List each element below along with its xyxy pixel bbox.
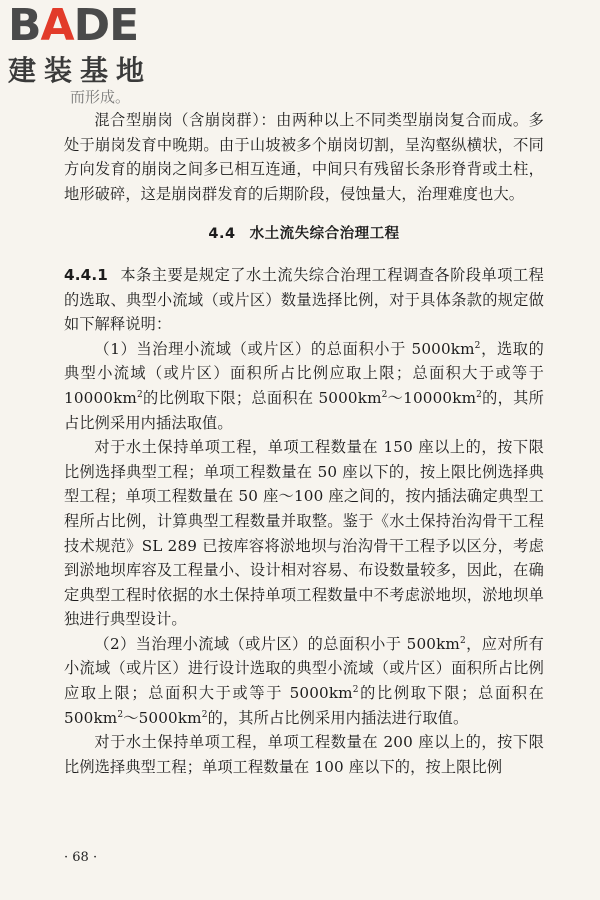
paragraph-item-1: （1）当治理小流域（或片区）的总面积小于 $5000km^2$，选取的典型小流域（或片区）面积所占比例应取上限；总面积大于或等于 $10000km^2$的比例取下限；总面积在 $5000km^2\sim 10000km^2$的，其所占比例采用内插法取值。 bbox=[64, 339, 544, 432]
paragraph-single-projects-2: 对于水土保持单项工程，单项工程数量在 200 座以上的，按下限比例选择典型工程；单项工程数量在 100 座以下的，按上限比例 bbox=[64, 733, 544, 776]
logo-subtitle: 建装基地 bbox=[8, 54, 153, 87]
bade-watermark-logo bbox=[8, 0, 183, 96]
section-title: 水土流失综合治理工程 bbox=[249, 226, 400, 243]
paragraph-mixed-gully: 混合型崩岗（含崩岗群）：由两种以上不同类型崩岗复合而成。多处于崩岗发育中晚期。由于山坡被多个崩岗切割，呈沟壑纵横状，不同方向发育的崩岗之间多已相互连通，中间只有残留长条形脊背或土柱，地形破碎，这是崩岗群发育的后期阶段，侵蚀量大，治理难度也大。 bbox=[64, 111, 544, 203]
section-heading bbox=[64, 222, 544, 247]
body-text bbox=[64, 108, 544, 779]
previous-page-fragment: 而形成。 bbox=[70, 88, 131, 106]
paragraph-single-projects-1: 对于水土保持单项工程，单项工程数量在 150 座以上的，按下限比例选择典型工程；单项工程数量在 50 座以下的，按上限比例选择典型工程；单项工程数量在 50 座～100 座之间的，按内插法确定典型工程所占比例，计算典型工程数量并取整。鉴于《水土保持治沟骨干工程技术规范》SL 289 已按库容将淤地坝与治沟骨干工程予以区分，考虑到淤地坝库容及工程量小、设计相对容易、布设数量较多，因此，在确定典型工程时依据的水土保持单项工程数量中不考虑淤地坝，淤地坝单独进行典型设计。 bbox=[64, 438, 544, 629]
clause-4-4-1 bbox=[64, 263, 544, 337]
clause-number: 4.4.1 bbox=[64, 265, 108, 284]
logo-wordmark: BADE bbox=[8, 0, 139, 51]
clause-text: 本条主要是规定了水土流失综合治理工程调查各阶段单项工程的选取、典型小流域（或片区）数量选择比例，对于具体条款的规定做如下解释说明： bbox=[64, 265, 544, 334]
section-number: 4.4 bbox=[208, 226, 236, 243]
paragraph-item-2: （2）当治理小流域（或片区）的总面积小于 $500km^2$，应对所有小流域（或片区）进行设计选取的典型小流域（或片区）面积所占比例应取上限；总面积大于或等于 $5000km^2$的比例取下限；总面积在 $500km^2\sim 5000km^2$的，其所占比例采用内插法进行取值。 bbox=[64, 634, 545, 727]
page-number: · 68 · bbox=[64, 850, 98, 865]
